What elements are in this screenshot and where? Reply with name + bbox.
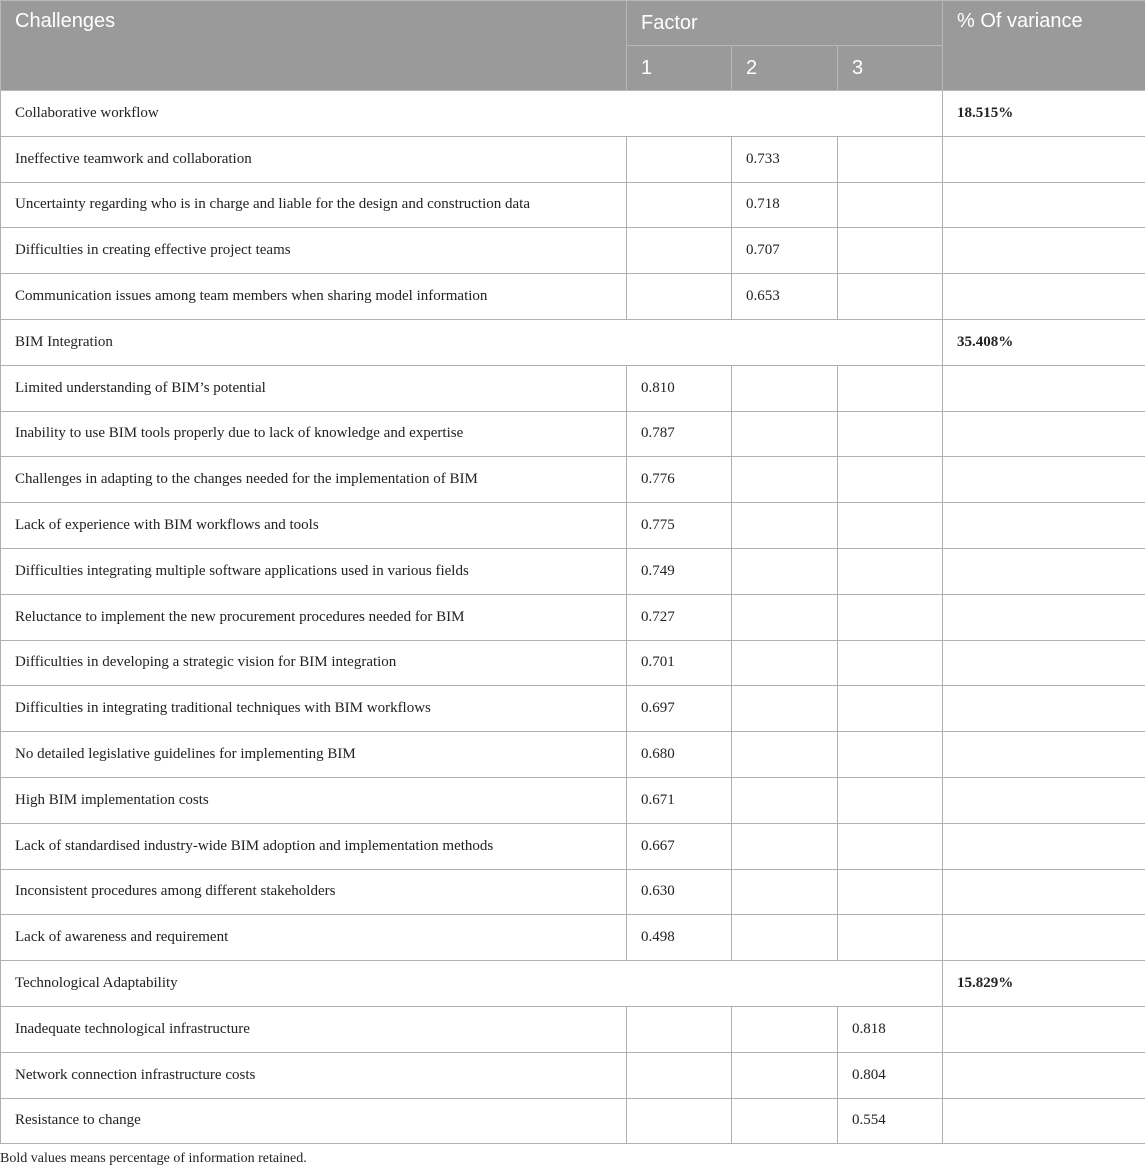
factor-3-cell xyxy=(838,548,943,594)
factor-2-cell xyxy=(732,1098,838,1144)
factor-1-cell: 0.498 xyxy=(627,915,732,961)
factor-2-cell xyxy=(732,1052,838,1098)
factor-1-cell: 0.727 xyxy=(627,594,732,640)
group-row xyxy=(1,91,1145,137)
factor-1-cell: 0.749 xyxy=(627,548,732,594)
factor-2-cell: 0.718 xyxy=(732,182,838,228)
variance-cell xyxy=(943,915,1145,961)
challenge-cell: High BIM implementation costs xyxy=(1,777,627,823)
group-variance: 18.515% xyxy=(943,91,1145,137)
table-row xyxy=(1,503,1145,549)
variance-cell xyxy=(943,1006,1145,1052)
variance-cell xyxy=(943,869,1145,915)
factor-1-cell: 0.671 xyxy=(627,777,732,823)
factor-2-header: 2 xyxy=(732,46,838,91)
factor-1-cell xyxy=(627,136,732,182)
table-row xyxy=(1,1006,1145,1052)
factor-3-header: 3 xyxy=(838,46,943,91)
factor-3-cell: 0.554 xyxy=(838,1098,943,1144)
challenge-cell: Lack of awareness and requirement xyxy=(1,915,627,961)
challenge-cell: Inadequate technological infrastructure xyxy=(1,1006,627,1052)
table-row xyxy=(1,274,1145,320)
factor-2-cell xyxy=(732,869,838,915)
challenge-cell: Difficulties in creating effective project teams xyxy=(1,228,627,274)
challenge-cell: Difficulties integrating multiple software applications used in various fields xyxy=(1,548,627,594)
challenge-cell: Inability to use BIM tools properly due to lack of knowledge and expertise xyxy=(1,411,627,457)
variance-cell xyxy=(943,136,1145,182)
table-row xyxy=(1,457,1145,503)
factor-3-cell xyxy=(838,457,943,503)
variance-cell xyxy=(943,823,1145,869)
challenge-cell: Lack of standardised industry-wide BIM adoption and implementation methods xyxy=(1,823,627,869)
table-row xyxy=(1,1052,1145,1098)
factor-3-cell xyxy=(838,228,943,274)
factor-1-cell xyxy=(627,228,732,274)
factor-3-cell xyxy=(838,594,943,640)
factor-1-cell: 0.680 xyxy=(627,732,732,778)
factor-header: Factor xyxy=(627,1,943,46)
factor-2-cell xyxy=(732,548,838,594)
factor-3-cell: 0.804 xyxy=(838,1052,943,1098)
challenge-cell: Lack of experience with BIM workflows and tools xyxy=(1,503,627,549)
group-label: Collaborative workflow xyxy=(1,91,943,137)
factor-1-cell: 0.697 xyxy=(627,686,732,732)
factor-1-cell: 0.667 xyxy=(627,823,732,869)
factor-1-cell: 0.630 xyxy=(627,869,732,915)
variance-header: % Of variance xyxy=(943,1,1145,91)
challenge-cell: Inconsistent procedures among different stakeholders xyxy=(1,869,627,915)
factor-2-cell xyxy=(732,686,838,732)
variance-cell xyxy=(943,686,1145,732)
factor-1-cell xyxy=(627,1052,732,1098)
variance-cell xyxy=(943,228,1145,274)
factor-3-cell xyxy=(838,274,943,320)
factor-1-cell: 0.775 xyxy=(627,503,732,549)
challenge-cell: Difficulties in integrating traditional techniques with BIM workflows xyxy=(1,686,627,732)
table-row xyxy=(1,411,1145,457)
variance-cell xyxy=(943,1098,1145,1144)
table-row xyxy=(1,182,1145,228)
variance-cell xyxy=(943,457,1145,503)
challenge-cell: No detailed legislative guidelines for implementing BIM xyxy=(1,732,627,778)
factor-3-cell xyxy=(838,732,943,778)
factor-2-cell xyxy=(732,365,838,411)
factor-3-cell xyxy=(838,823,943,869)
table-row xyxy=(1,1098,1145,1144)
table-row xyxy=(1,732,1145,778)
factor-3-cell xyxy=(838,777,943,823)
variance-cell xyxy=(943,548,1145,594)
table-row xyxy=(1,823,1145,869)
factor-3-cell xyxy=(838,182,943,228)
challenge-cell: Ineffective teamwork and collaboration xyxy=(1,136,627,182)
table-row xyxy=(1,686,1145,732)
factor-3-cell xyxy=(838,136,943,182)
factor-3-cell xyxy=(838,915,943,961)
factor-3-cell: 0.818 xyxy=(838,1006,943,1052)
variance-cell xyxy=(943,1052,1145,1098)
factor-2-cell: 0.707 xyxy=(732,228,838,274)
group-variance: 15.829% xyxy=(943,961,1145,1007)
table-row xyxy=(1,869,1145,915)
variance-cell xyxy=(943,594,1145,640)
variance-cell xyxy=(943,182,1145,228)
challenge-cell: Uncertainty regarding who is in charge and liable for the design and construction data xyxy=(1,182,627,228)
table-body xyxy=(1,91,1145,1144)
table-row xyxy=(1,594,1145,640)
factor-2-cell xyxy=(732,823,838,869)
table-header xyxy=(1,1,1145,91)
factor-3-cell xyxy=(838,365,943,411)
factor-1-cell xyxy=(627,1098,732,1144)
factor-1-cell xyxy=(627,182,732,228)
factor-1-cell: 0.810 xyxy=(627,365,732,411)
factor-1-cell xyxy=(627,1006,732,1052)
group-label: BIM Integration xyxy=(1,319,943,365)
variance-cell xyxy=(943,777,1145,823)
challenge-cell: Resistance to change xyxy=(1,1098,627,1144)
table-row xyxy=(1,136,1145,182)
factor-1-cell xyxy=(627,274,732,320)
challenge-cell: Network connection infrastructure costs xyxy=(1,1052,627,1098)
factor-2-cell xyxy=(732,732,838,778)
factor-2-cell xyxy=(732,640,838,686)
variance-cell xyxy=(943,365,1145,411)
group-label: Technological Adaptability xyxy=(1,961,943,1007)
factor-1-cell: 0.701 xyxy=(627,640,732,686)
factor-3-cell xyxy=(838,686,943,732)
variance-cell xyxy=(943,503,1145,549)
challenge-cell: Communication issues among team members when sharing model information xyxy=(1,274,627,320)
table-row xyxy=(1,777,1145,823)
factor-2-cell: 0.733 xyxy=(732,136,838,182)
group-row xyxy=(1,319,1145,365)
factor-1-header: 1 xyxy=(627,46,732,91)
variance-cell xyxy=(943,274,1145,320)
factor-2-cell xyxy=(732,594,838,640)
variance-cell xyxy=(943,640,1145,686)
factor-2-cell xyxy=(732,1006,838,1052)
factor-3-cell xyxy=(838,503,943,549)
factor-2-cell: 0.653 xyxy=(732,274,838,320)
factor-1-cell: 0.787 xyxy=(627,411,732,457)
table-row xyxy=(1,548,1145,594)
table-row xyxy=(1,365,1145,411)
factor-3-cell xyxy=(838,411,943,457)
factor-3-cell xyxy=(838,869,943,915)
factor-2-cell xyxy=(732,503,838,549)
challenge-cell: Limited understanding of BIM’s potential xyxy=(1,365,627,411)
factor-2-cell xyxy=(732,915,838,961)
challenge-cell: Challenges in adapting to the changes needed for the implementation of BIM xyxy=(1,457,627,503)
table-footnote: Bold values means percentage of information retained. xyxy=(0,1151,307,1166)
table-row xyxy=(1,640,1145,686)
variance-cell xyxy=(943,411,1145,457)
factor-2-cell xyxy=(732,411,838,457)
factor-1-cell: 0.776 xyxy=(627,457,732,503)
challenge-cell: Difficulties in developing a strategic vision for BIM integration xyxy=(1,640,627,686)
table-row xyxy=(1,915,1145,961)
variance-cell xyxy=(943,732,1145,778)
table-row xyxy=(1,228,1145,274)
factor-2-cell xyxy=(732,777,838,823)
group-row xyxy=(1,961,1145,1007)
factor-3-cell xyxy=(838,640,943,686)
group-variance: 35.408% xyxy=(943,319,1145,365)
factor-2-cell xyxy=(732,457,838,503)
challenges-header: Challenges xyxy=(1,1,627,91)
challenge-cell: Reluctance to implement the new procurement procedures needed for BIM xyxy=(1,594,627,640)
